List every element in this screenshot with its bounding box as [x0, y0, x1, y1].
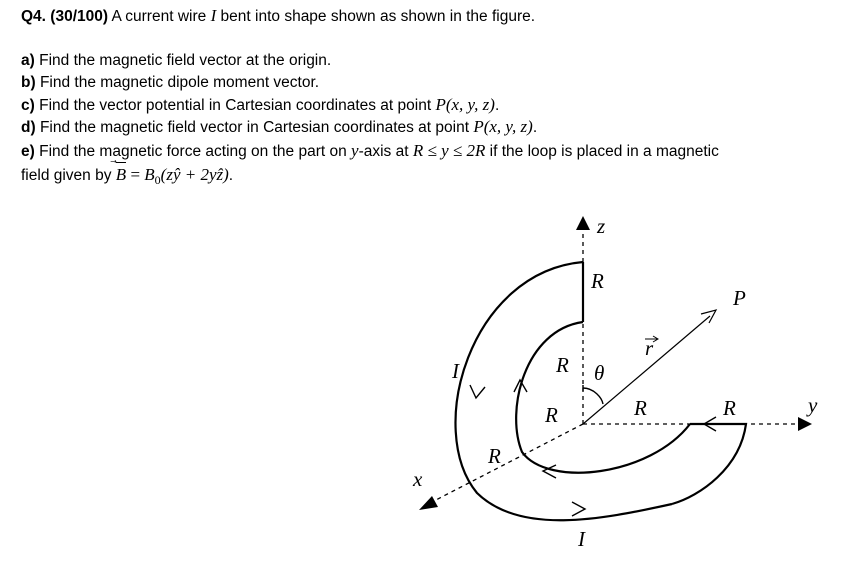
- z-axis-label: z: [597, 214, 606, 238]
- part-e-line2-text: field given by: [21, 167, 112, 184]
- part-a-text: Find the magnetic field vector at the origin.: [39, 52, 332, 69]
- question-number: Q4.: [21, 8, 46, 25]
- wire-y-end-arc: [672, 424, 746, 504]
- question-points: (30/100): [50, 8, 109, 25]
- current-arrows: [470, 380, 716, 516]
- r-vector-label: r: [645, 336, 654, 360]
- theta-label: θ: [594, 361, 605, 385]
- field-lhs: B: [115, 165, 127, 184]
- point-P-label: P: [733, 286, 746, 310]
- theta-arc: [583, 388, 603, 404]
- R-label-y-mid: R: [634, 396, 647, 420]
- part-a-label: a): [21, 52, 35, 69]
- current-label-bottom: I: [578, 527, 585, 551]
- part-c-math: P(x, y, z): [435, 95, 495, 114]
- loop-wire: [455, 262, 746, 520]
- part-d-label: d): [21, 119, 36, 136]
- field-rhs: (zŷ + 2yẑ): [160, 165, 229, 184]
- wire-inner-arc: [516, 322, 690, 473]
- R-label-top: R: [591, 269, 604, 293]
- part-b-label: b): [21, 74, 36, 91]
- part-e-math2: R ≤ y ≤ 2R: [412, 141, 486, 160]
- intro-current-symbol: I: [210, 6, 217, 25]
- z-axis-arrowhead: [576, 216, 590, 230]
- part-e-math1: y: [351, 141, 359, 160]
- part-b-text: Find the magnetic dipole moment vector.: [39, 74, 320, 91]
- field-equals: =: [126, 165, 145, 184]
- y-axis-label: y: [808, 393, 818, 417]
- x-axis: [419, 424, 583, 510]
- field-end: .: [228, 167, 234, 184]
- field-sub: 0: [154, 173, 161, 188]
- part-d-end: .: [532, 119, 538, 136]
- intro-text-a: A current wire: [111, 8, 207, 25]
- part-e-text3: if the loop is placed in a magnetic: [489, 143, 719, 160]
- part-e-text2: -axis at: [358, 143, 409, 160]
- x-axis-arrowhead: [419, 496, 438, 510]
- part-e-text1: Find the magnetic force acting on the part on: [39, 143, 347, 160]
- R-label-inner-left: R: [545, 403, 558, 427]
- R-label-y-outer: R: [723, 396, 736, 420]
- part-c-label: c): [21, 97, 35, 114]
- wire-outer-arc: [455, 262, 672, 520]
- x-axis-label: x: [413, 467, 423, 491]
- intro-text-b: bent into shape shown as shown in the figure.: [220, 8, 536, 25]
- part-e-label: e): [21, 143, 35, 160]
- part-c-end: .: [494, 97, 500, 114]
- field-coef: B: [144, 165, 155, 184]
- part-c-text: Find the vector potential in Cartesian coordinates at point: [39, 97, 432, 114]
- part-d-math: P(x, y, z): [473, 117, 533, 136]
- R-label-x-axis: R: [488, 444, 501, 468]
- y-axis-arrowhead: [798, 417, 812, 431]
- part-d-text: Find the magnetic field vector in Cartesian coordinates at point: [39, 119, 470, 136]
- current-label-top: I: [452, 359, 459, 383]
- R-label-inner-z: R: [556, 353, 569, 377]
